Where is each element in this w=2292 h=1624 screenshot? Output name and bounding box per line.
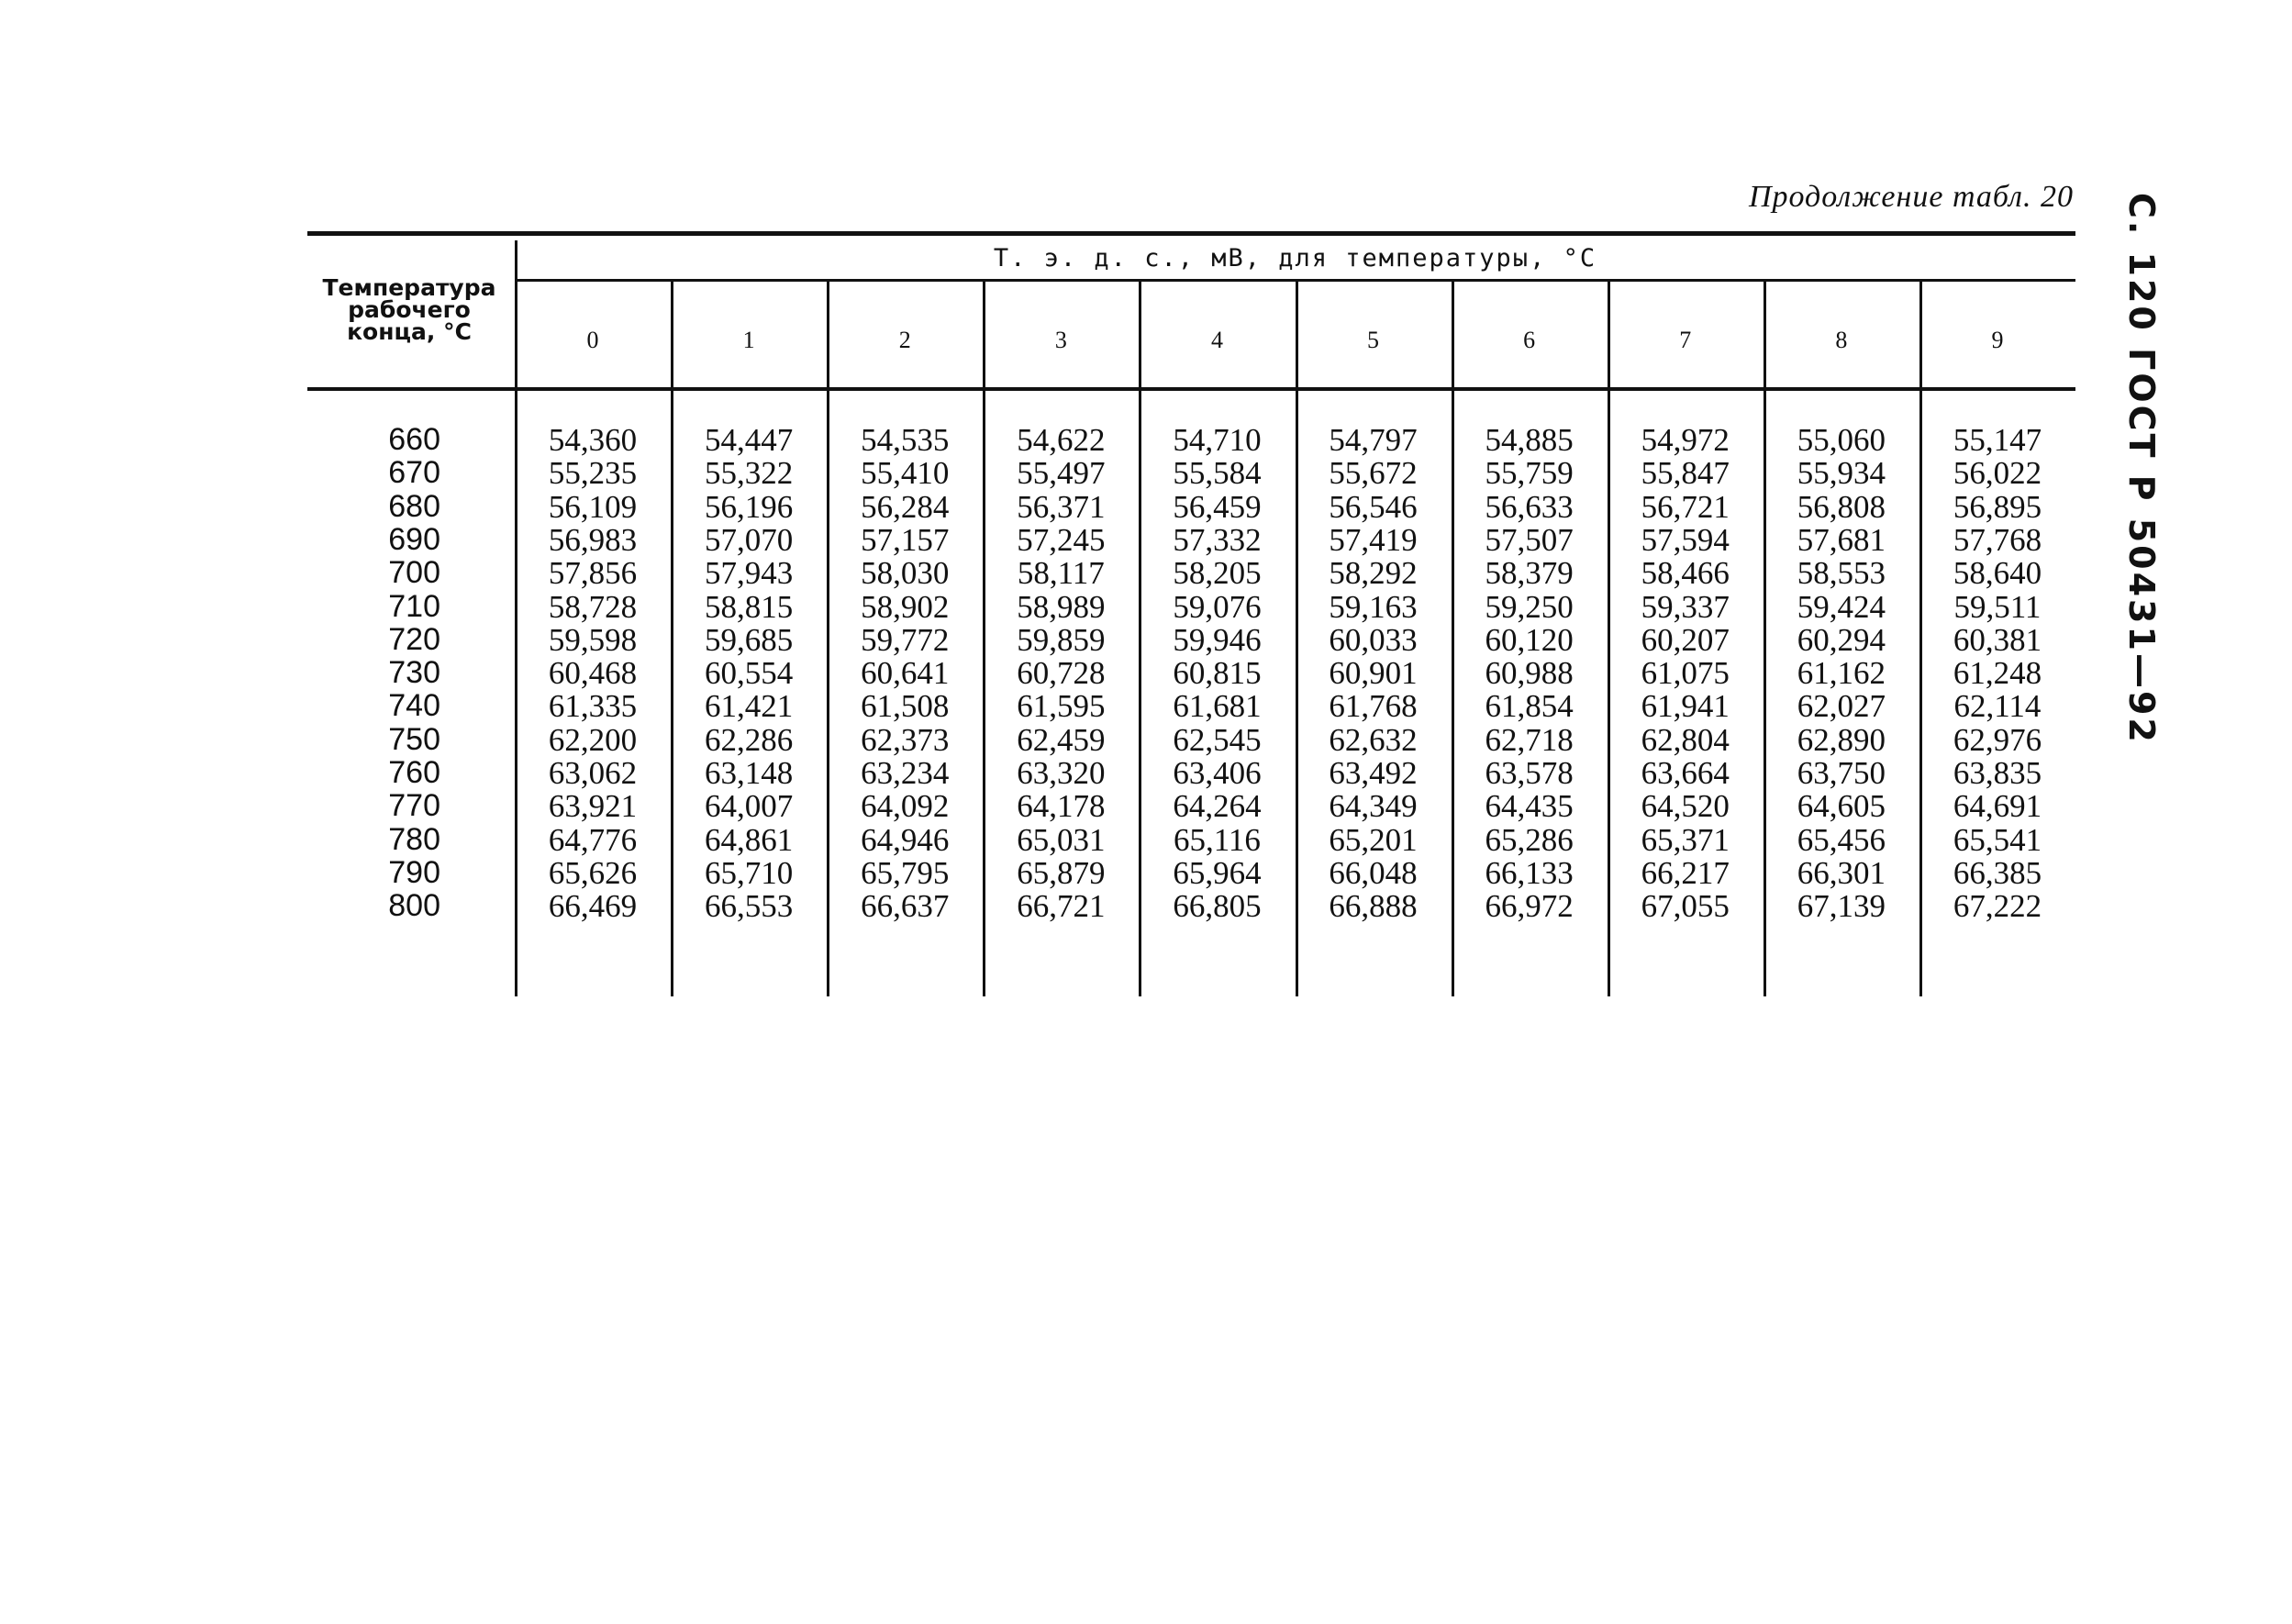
table-cell: 62,718 bbox=[1485, 721, 1574, 758]
table-cell: 64,178 bbox=[1017, 788, 1106, 825]
row-temperature: 680 bbox=[388, 488, 440, 524]
table-cell: 66,301 bbox=[1797, 854, 1886, 891]
table-cell: 65,795 bbox=[861, 854, 950, 891]
table-cell: 55,235 bbox=[548, 455, 638, 492]
table-cell: 54,710 bbox=[1173, 422, 1262, 458]
table-cell: 55,934 bbox=[1797, 455, 1886, 492]
row-temperature: 770 bbox=[388, 788, 440, 824]
spanning-column-header: Т. э. д. с., мВ, для температуры, °С bbox=[993, 244, 1597, 273]
column-header: 4 bbox=[1210, 327, 1223, 353]
page-header-vertical: С. 120 ГОСТ Р 50431—92 bbox=[2121, 193, 2162, 745]
table-cell: 56,983 bbox=[548, 521, 638, 558]
column-header: 5 bbox=[1367, 327, 1380, 353]
table-cell: 59,685 bbox=[705, 621, 794, 658]
row-temperature: 790 bbox=[388, 854, 440, 890]
row-temperature: 750 bbox=[388, 721, 440, 757]
table-cell: 60,641 bbox=[861, 655, 950, 692]
table-cell: 65,201 bbox=[1329, 821, 1418, 858]
table-cell: 64,264 bbox=[1173, 788, 1262, 825]
row-temperature: 780 bbox=[388, 821, 440, 857]
table-cell: 57,856 bbox=[548, 555, 638, 592]
row-temperature: 690 bbox=[388, 521, 440, 557]
stub-header-line: рабочего bbox=[348, 296, 471, 323]
table-cell: 64,691 bbox=[1953, 788, 2042, 825]
table-cell: 56,633 bbox=[1485, 488, 1574, 525]
row-temperature: 700 bbox=[388, 555, 440, 591]
table-cell: 63,148 bbox=[705, 755, 794, 791]
table-cell: 61,162 bbox=[1797, 655, 1886, 692]
table-cell: 64,776 bbox=[548, 821, 638, 858]
table-cell: 56,895 bbox=[1953, 488, 2042, 525]
table-cell: 62,890 bbox=[1797, 721, 1886, 758]
table-cell: 64,007 bbox=[705, 788, 794, 825]
table-cell: 64,861 bbox=[705, 821, 794, 858]
table-cell: 59,511 bbox=[1953, 588, 2042, 625]
table-cell: 66,048 bbox=[1329, 854, 1418, 891]
table-cell: 59,076 bbox=[1173, 588, 1262, 625]
table-cell: 62,804 bbox=[1641, 721, 1730, 758]
table-cell: 66,133 bbox=[1485, 854, 1574, 891]
table-cell: 65,541 bbox=[1953, 821, 2042, 858]
table-cell: 54,447 bbox=[705, 422, 794, 458]
table-cell: 56,284 bbox=[861, 488, 950, 525]
table-cell: 62,459 bbox=[1017, 721, 1106, 758]
table-cell: 65,286 bbox=[1485, 821, 1574, 858]
table-cell: 66,972 bbox=[1485, 888, 1574, 925]
table-cell: 66,385 bbox=[1953, 854, 2042, 891]
table-cell: 64,946 bbox=[861, 821, 950, 858]
table-cell: 66,805 bbox=[1173, 888, 1262, 925]
table-cell: 54,885 bbox=[1485, 422, 1574, 458]
table-cell: 58,902 bbox=[861, 588, 950, 625]
table-cell: 61,768 bbox=[1329, 688, 1418, 725]
table-cell: 58,205 bbox=[1173, 555, 1262, 592]
table-cell: 62,027 bbox=[1797, 688, 1886, 725]
table-cell: 59,424 bbox=[1797, 588, 1886, 625]
stub-header-line: Температура bbox=[322, 274, 496, 301]
table-cell: 58,030 bbox=[861, 555, 950, 592]
row-temperature: 720 bbox=[388, 621, 440, 657]
row-temperature: 670 bbox=[388, 455, 440, 491]
table-cell: 55,322 bbox=[705, 455, 794, 492]
table-cell: 63,062 bbox=[548, 755, 638, 791]
table-cell: 62,545 bbox=[1173, 721, 1262, 758]
row-temperature: 660 bbox=[388, 422, 440, 457]
table-cell: 66,888 bbox=[1329, 888, 1418, 925]
table-cell: 60,033 bbox=[1329, 621, 1418, 658]
table-cell: 56,371 bbox=[1017, 488, 1106, 525]
table-cell: 62,286 bbox=[705, 721, 794, 758]
row-temperature: 730 bbox=[388, 655, 440, 691]
table-cell: 61,421 bbox=[705, 688, 794, 725]
table-cell: 61,075 bbox=[1641, 655, 1730, 692]
table-cell: 66,721 bbox=[1017, 888, 1106, 925]
thermo-emf-table bbox=[307, 231, 2075, 996]
table-cell: 59,163 bbox=[1329, 588, 1418, 625]
table-cell: 66,553 bbox=[705, 888, 794, 925]
table-cell: 58,640 bbox=[1953, 555, 2042, 592]
table-cell: 60,120 bbox=[1485, 621, 1574, 658]
table-cell: 55,847 bbox=[1641, 455, 1730, 492]
table-cell: 58,379 bbox=[1485, 555, 1574, 592]
table-cell: 64,605 bbox=[1797, 788, 1886, 825]
column-header: 0 bbox=[586, 327, 599, 353]
column-header: 8 bbox=[1835, 327, 1848, 353]
table-cell: 58,815 bbox=[705, 588, 794, 625]
row-temperature: 710 bbox=[388, 588, 440, 624]
column-header: 9 bbox=[1991, 327, 2004, 353]
table-cell: 62,632 bbox=[1329, 721, 1418, 758]
column-header: 1 bbox=[742, 327, 755, 353]
table-cell: 61,595 bbox=[1017, 688, 1106, 725]
table-cell: 58,553 bbox=[1797, 555, 1886, 592]
table-top-rule bbox=[307, 231, 2075, 236]
row-temperature: 740 bbox=[388, 688, 440, 724]
table-cell: 65,031 bbox=[1017, 821, 1106, 858]
table-cell: 65,710 bbox=[705, 854, 794, 891]
table-cell: 63,406 bbox=[1173, 755, 1262, 791]
table-cell: 61,248 bbox=[1953, 655, 2042, 692]
table-cell: 59,598 bbox=[548, 621, 638, 658]
stub-column-header bbox=[307, 274, 511, 345]
table-cell: 56,721 bbox=[1641, 488, 1730, 525]
table-cell: 55,672 bbox=[1329, 455, 1418, 492]
table-cell: 67,222 bbox=[1953, 888, 2042, 925]
table-cell: 56,459 bbox=[1173, 488, 1262, 525]
table-cell: 57,681 bbox=[1797, 521, 1886, 558]
row-temperature: 760 bbox=[388, 755, 440, 790]
table-cell: 63,492 bbox=[1329, 755, 1418, 791]
table-cell: 57,332 bbox=[1173, 521, 1262, 558]
table-cell: 58,728 bbox=[548, 588, 638, 625]
table-cell: 54,360 bbox=[548, 422, 638, 458]
table-cell: 54,535 bbox=[861, 422, 950, 458]
table-cell: 66,637 bbox=[861, 888, 950, 925]
table-cell: 55,759 bbox=[1485, 455, 1574, 492]
table-cell: 58,292 bbox=[1329, 555, 1418, 592]
table-cell: 54,622 bbox=[1017, 422, 1106, 458]
table-cell: 62,976 bbox=[1953, 721, 2042, 758]
table-cell: 57,594 bbox=[1641, 521, 1730, 558]
table-cell: 64,435 bbox=[1485, 788, 1574, 825]
table-cell: 66,469 bbox=[548, 888, 638, 925]
table-cell: 55,060 bbox=[1797, 422, 1886, 458]
table-cell: 61,681 bbox=[1173, 688, 1262, 725]
table-cell: 54,797 bbox=[1329, 422, 1418, 458]
table-cell: 63,835 bbox=[1953, 755, 2042, 791]
table-cell: 58,117 bbox=[1017, 555, 1105, 592]
column-header: 7 bbox=[1679, 327, 1692, 353]
table-cell: 58,989 bbox=[1017, 588, 1106, 625]
table-cell: 63,921 bbox=[548, 788, 638, 825]
table-cell: 64,092 bbox=[861, 788, 950, 825]
table-cell: 57,507 bbox=[1485, 521, 1574, 558]
table-cell: 64,349 bbox=[1329, 788, 1418, 825]
table-cell: 60,381 bbox=[1953, 621, 2042, 658]
table-cell: 62,200 bbox=[548, 721, 638, 758]
table-cell: 59,337 bbox=[1641, 588, 1730, 625]
table-cell: 59,250 bbox=[1485, 588, 1574, 625]
table-cell: 57,419 bbox=[1329, 521, 1418, 558]
table-cell: 62,114 bbox=[1953, 688, 2042, 725]
table-cell: 54,972 bbox=[1641, 422, 1730, 458]
table-cell: 67,139 bbox=[1797, 888, 1886, 925]
table-cell: 55,147 bbox=[1953, 422, 2042, 458]
table-cell: 60,988 bbox=[1485, 655, 1574, 692]
stub-header-line: конца, °С bbox=[347, 318, 472, 345]
table-cell: 67,055 bbox=[1641, 888, 1730, 925]
table-cell: 58,466 bbox=[1641, 555, 1730, 592]
table-cell: 57,768 bbox=[1953, 521, 2042, 558]
table-cell: 57,245 bbox=[1017, 521, 1106, 558]
table-cell: 60,554 bbox=[705, 655, 794, 692]
table-cell: 65,879 bbox=[1017, 854, 1106, 891]
table-cell: 65,626 bbox=[548, 854, 638, 891]
table-cell: 56,546 bbox=[1329, 488, 1418, 525]
column-header: 3 bbox=[1054, 327, 1067, 353]
table-cell: 63,320 bbox=[1017, 755, 1106, 791]
table-cell: 65,116 bbox=[1173, 821, 1261, 858]
row-temperature: 800 bbox=[388, 888, 440, 924]
table-cell: 65,456 bbox=[1797, 821, 1886, 858]
table-cell: 60,901 bbox=[1329, 655, 1418, 692]
table-cell: 64,520 bbox=[1641, 788, 1730, 825]
table-cell: 55,584 bbox=[1173, 455, 1262, 492]
table-cell: 66,217 bbox=[1641, 854, 1730, 891]
table-cell: 59,772 bbox=[861, 621, 950, 658]
table-cell: 61,941 bbox=[1641, 688, 1730, 725]
table-cell: 56,022 bbox=[1953, 455, 2042, 492]
table-cell: 60,728 bbox=[1017, 655, 1106, 692]
table-cell: 56,808 bbox=[1797, 488, 1886, 525]
table-cell: 63,234 bbox=[861, 755, 950, 791]
table-cell: 61,854 bbox=[1485, 688, 1574, 725]
table-cell: 65,964 bbox=[1173, 854, 1262, 891]
table-cell: 57,070 bbox=[705, 521, 794, 558]
table-cell: 59,946 bbox=[1173, 621, 1262, 658]
table-cell: 56,196 bbox=[705, 488, 794, 525]
table-cell: 56,109 bbox=[548, 488, 638, 525]
table-cell: 61,508 bbox=[861, 688, 950, 725]
table-cell: 60,294 bbox=[1797, 621, 1886, 658]
table-cell: 61,335 bbox=[548, 688, 638, 725]
table-cell: 55,410 bbox=[861, 455, 950, 492]
table-cell: 60,468 bbox=[548, 655, 638, 692]
table-cell: 55,497 bbox=[1017, 455, 1106, 492]
table-cell: 57,157 bbox=[861, 521, 950, 558]
table-cell: 60,207 bbox=[1641, 621, 1730, 658]
table-cell: 65,371 bbox=[1641, 821, 1730, 858]
table-caption: Продолжение табл. 20 bbox=[1748, 180, 2074, 214]
table-cell: 63,750 bbox=[1797, 755, 1886, 791]
table-cell: 63,664 bbox=[1641, 755, 1730, 791]
table-cell: 59,859 bbox=[1017, 621, 1106, 658]
table-cell: 57,943 bbox=[705, 555, 794, 592]
column-header: 2 bbox=[898, 327, 911, 353]
table-cell: 63,578 bbox=[1485, 755, 1574, 791]
table-cell: 62,373 bbox=[861, 721, 950, 758]
table-cell: 60,815 bbox=[1173, 655, 1262, 692]
column-header: 6 bbox=[1523, 327, 1536, 353]
header-bottom-rule bbox=[307, 387, 2075, 391]
